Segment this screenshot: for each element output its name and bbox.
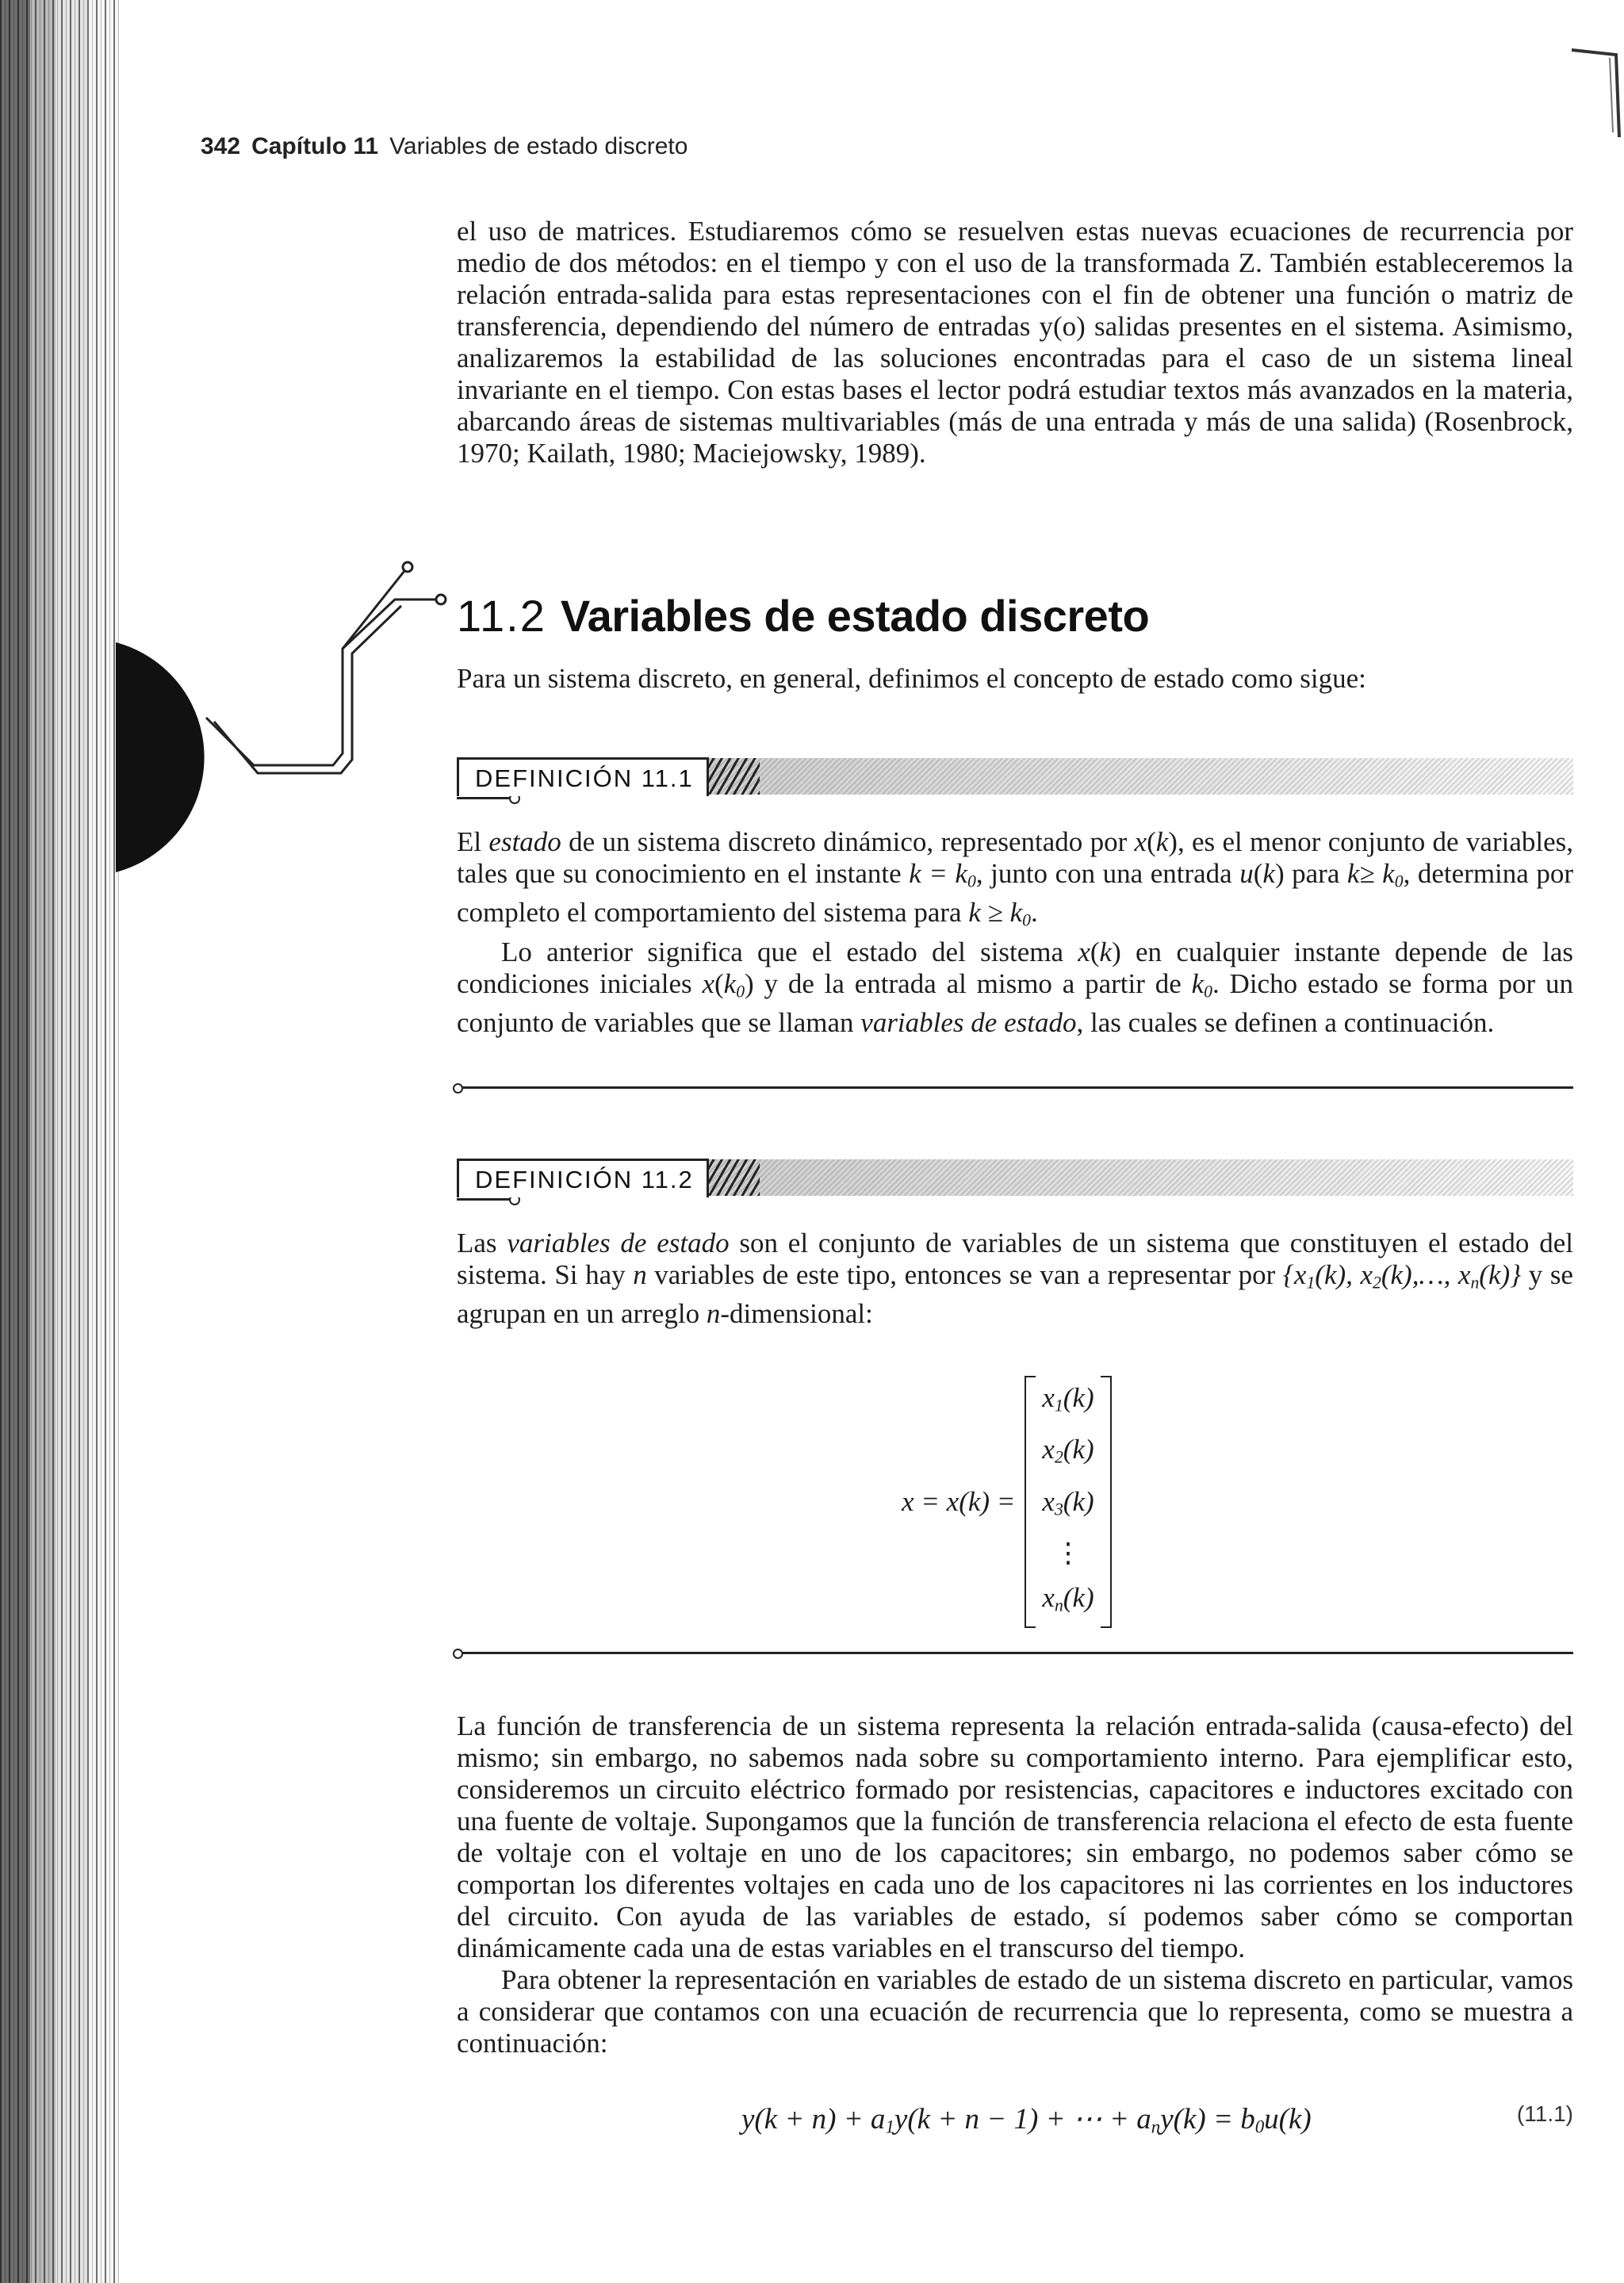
transfer-function-paragraph: La función de transferencia de un sistema representa la relación entrada-salida (causa-efecto) del mismo; sin embargo, no sabemos nada sobre su comportamiento interno. Para ejemplificar esto, consideremos un circuito eléctrico formado por resistencias, capacitores e inductores excitado con una fuente de voltaje. Supongamos que la función de transferencia relaciona el efecto de esta fuente de voltaje con el voltaje en uno de los capacitores; sin embargo, no podemos saber cómo se comportan los diferentes voltajes en cada uno de los capacitores ni las corrientes en los inductores del circuito. Con ayuda de las variables de estado, sí podemos saber cómo se comportan dinámicamente cada una de estas variables en el transcurso del tiempo. — [457, 1710, 1573, 1963]
matrix-entry: $x_2(k)$ — [1042, 1434, 1094, 1467]
state-vector-lhs: x = x(k) = — [902, 1485, 1016, 1517]
equation-number: (11.1) — [1516, 2101, 1573, 2126]
matrix-entry: $x_1(k)$ — [1042, 1382, 1094, 1415]
state-vector-matrix — [1025, 1376, 1111, 1628]
chapter-label: Capítulo 11 — [251, 133, 379, 159]
state-vector-equation — [902, 1376, 1112, 1628]
page-corner-fold — [1568, 44, 1624, 139]
rule-end-dot — [453, 1649, 463, 1659]
intro-paragraph: el uso de matrices. Estudiaremos cómo se resuelven estas nuevas ecuaciones de recurrencia por medio de dos métodos: en el tiempo y con el uso de la transformada Z. También estableceremos la relación entrada-salida para estas representaciones con el fin de obtener una función o matriz de transferencia, dependiendo del número de entradas y(o) salidas presentes en el sistema. Asimismo, analizaremos la estabilidad de las soluciones encontradas para el caso de un sistema lineal invariante en el tiempo. Con estas bases el lector podrá estudiar textos más avanzados en la materia, abarcando áreas de sistemas multivariables (más de una entrada y más de una salida) (Rosenbrock, 1970; Kailath, 1980; Maciejowsky, 1989). — [457, 216, 1573, 469]
section-lead-block — [457, 663, 1573, 695]
definition-band — [704, 758, 1573, 795]
matrix-vertical-ellipsis: ⋮ — [1054, 1538, 1082, 1569]
matrix-entry: $x_n(k)$ — [1042, 1582, 1094, 1615]
transfer-function-block — [457, 1710, 1573, 2059]
section-number: 11.2 — [457, 591, 546, 641]
definition-label: DEFINICIÓN 11.1 — [457, 757, 709, 796]
definition-11-2-paragraph: Las variables de estado son el conjunto de variables de un sistema que constituyen el estado del sistema. Si hay n variables de este tipo, entonces se van a representar por {$x_1(k)$, $x_2(k),\dots$, $x_n(k)$} y se agrupan en un arreglo n-dimensional: — [457, 1228, 1573, 1330]
section-heading — [457, 590, 1149, 642]
recurrence-equation: $y(k + n) + a_1y(k + n - 1)$ + ⋯ + $a_ny(k) = b_0u(k)$ — [741, 2103, 1312, 2137]
chapter-title: Variables de estado discreto — [389, 133, 688, 159]
definition-band — [704, 1159, 1573, 1196]
section-ornament-icon — [111, 555, 452, 888]
intro-paragraph-block — [457, 216, 1573, 469]
definition-box-11-1 — [457, 752, 709, 796]
definition-label: DEFINICIÓN 11.2 — [457, 1159, 709, 1197]
page-number: 342 — [201, 133, 241, 159]
running-head — [201, 133, 688, 160]
definition-11-1-explanation: Lo anterior significa que el estado del sistema x(k) en cualquier instante depende de las condiciones iniciales $x(k_0)$ y de la entrada al mismo a partir de $k_0$. Dicho estado se forma por un conjunto de variables que se llaman variables de estado, las cuales se definen a continuación. — [457, 936, 1573, 1039]
definition-11-1-text — [457, 826, 1573, 1039]
definition-box-11-2 — [457, 1153, 709, 1197]
rule-end-dot — [453, 1083, 463, 1094]
representation-paragraph: Para obtener la representación en variables de estado de un sistema discreto en particular, vamos a considerar que contamos con una ecuación de recurrencia que lo representa, como se muestra a continuación: — [457, 1964, 1573, 2059]
definition-11-2-text — [457, 1228, 1573, 1330]
matrix-entry: $x_3(k)$ — [1042, 1485, 1094, 1519]
definition-end-rule — [457, 1086, 1573, 1089]
scan-binding-edge — [0, 0, 119, 2283]
definition-end-rule — [457, 1652, 1573, 1654]
definition-11-1-paragraph: El estado de un sistema discreto dinámico, representado por x(k), es el menor conjunto de variables, tales que su conocimiento en el instante $k = k_0$, junto con una entrada u(k) para $k\ge k_0$, determina por completo el comportamiento del sistema para $k \ge k_0$. — [457, 826, 1573, 930]
section-lead: Para un sistema discreto, en general, definimos el concepto de estado como sigue: — [457, 663, 1366, 694]
section-title: Variables de estado discreto — [560, 591, 1150, 641]
